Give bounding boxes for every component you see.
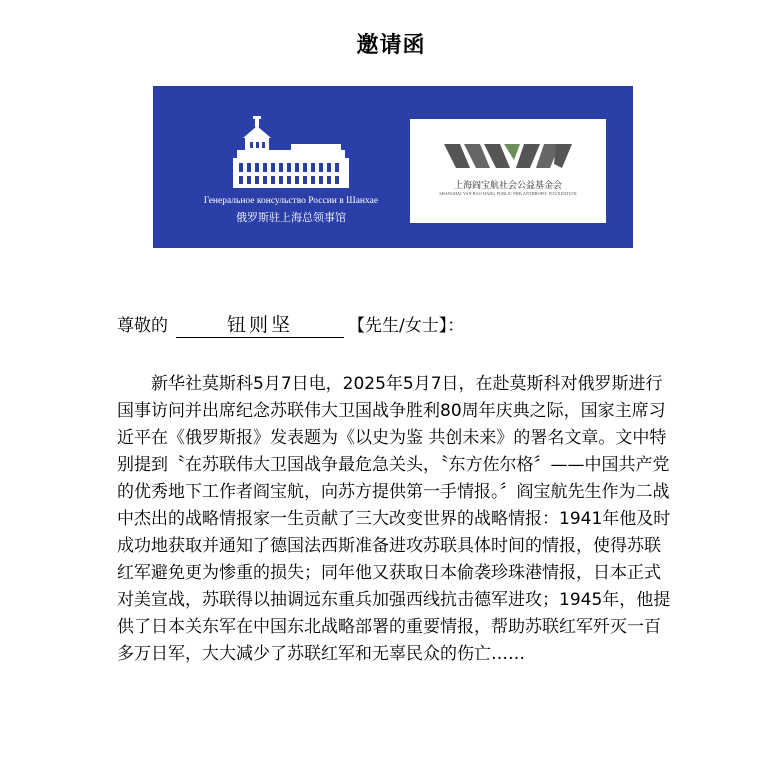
invitee-name-field [176,314,344,338]
foundation-name-chinese: 上海阎宝航社会公益基金会 [453,180,562,190]
header-banner [153,86,633,248]
greeting-suffix: 【先生/女士】： [348,316,465,336]
foundation-logo [410,119,606,223]
consulate-name-chinese: 俄罗斯驻上海总领事馆 [236,211,346,224]
greeting-prefix: 尊敬的 [117,316,168,336]
invitation-body: 新华社莫斯科5月7日电，2025年5月7日，在赴莫斯科对俄罗斯进行国事访问并出席纪念苏联伟大卫国战争胜利80周年庆典之际，国家主席习近平在《俄罗斯报》发表题为《以史为鉴 共创未来》的署名文章。文中特别提到〝在苏联伟大卫国战争最危急关头，〝东方佐尔格〞——中国共产党的优秀地下工作者阎宝航，向苏方提供第一手情报。〞阎宝航先生作为二战中杰出的战略情报家一生贡献了三大改变世界的战略情报：1941年他及时成功地获取并通知了德国法西斯准备进攻苏联具体时间的情报，使得苏联红军避免更为惨重的损失；同年他又获取日本偷袭珍珠港情报，日本正式对美宣战，苏联得以抽调远东重兵加强西线抗击德军进攻；1945年，他提供了日本关东军在中国东北战略部署的重要情报，帮助苏联红军歼灭一百多万日军，大大减少了苏联红军和无辜民众的伤亡…… [117,374,671,664]
foundation-name-english: SHANGHAI YAN BAO HANG PUBLIC PHILANTHROPIC FOUNDATION [439,191,577,196]
greeting-line [117,313,464,339]
foundation-emblem-icon [444,144,572,170]
invitee-name: 钮则坚 [226,314,293,336]
consulate-name-russian: Генеральное консульство России в Шанхае [203,196,379,206]
page-title: 邀请函 [356,33,426,58]
consulate-building-icon [231,116,351,190]
consulate-logo [181,116,401,225]
